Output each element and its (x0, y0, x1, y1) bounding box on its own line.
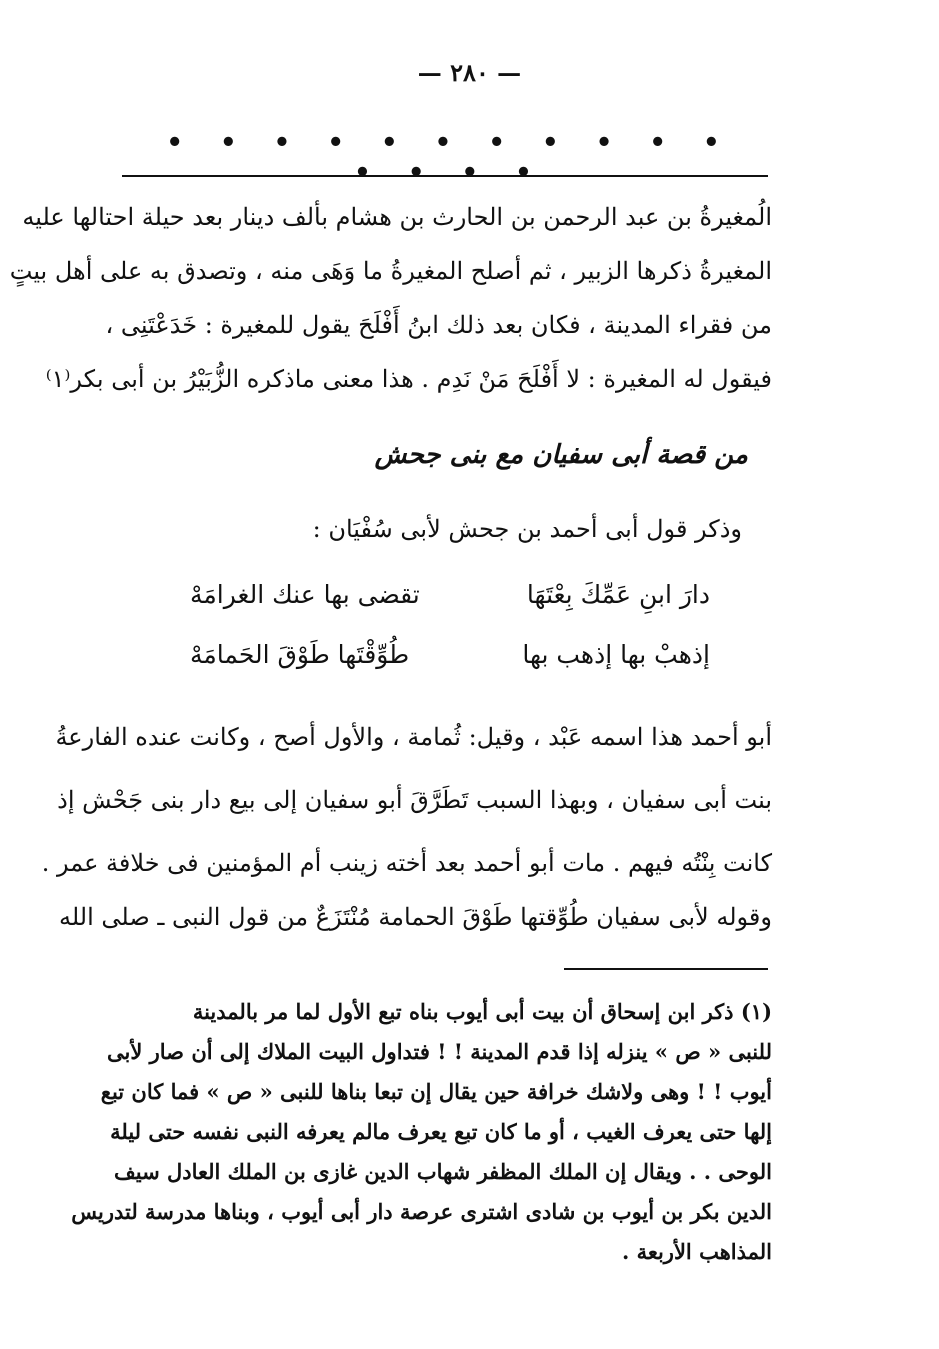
verse-first-hemistich: دارَ ابنِ عَمِّكَ بِعْتَهَا (526, 580, 710, 609)
verse-second-hemistich: طُوِّقْتَها طَوْقَ الحَمامَهْ (190, 640, 410, 669)
footnote-line: للنبى « ص » ينزله إذا قدم المدينة ! ! فتداول البيت الملاك إلى أن صار لأبى (107, 1039, 772, 1064)
section-heading: من قصة أبى سفيان مع بنى جحش (374, 440, 748, 470)
verse-first-hemistich: إذهبْ بها إذهب بها (522, 640, 710, 669)
footnote-line: أيوب ! ! وهى ولاشك خرافة حين يقال إن تبعا بناها للنبى « ص » فما كان تبع (100, 1079, 772, 1104)
intro-line: وذكر قول أبى أحمد بن جحش لأبى سُفْيَان : (312, 515, 742, 543)
footnote-line: (١) ذكر ابن إسحاق أن بيت أبى أيوب بناه تبع الأول لما مر بالمدينة (192, 999, 772, 1024)
footnote-line: المذاهب الأربعة . (621, 1239, 772, 1264)
text-line: أبو أحمد هذا اسمه عَبْد ، وقيل: ثُمامة ، والأول أصح ، وكانت عنده الفارعةُ (55, 723, 772, 751)
text-line: فيقول له المغيرة : لا أَفْلَحَ مَنْ نَدِم . هذا معنى ماذكره الزُّبَيْرُ بن أبى بكر⁽١⁾ (45, 365, 772, 393)
footnote-rule (564, 968, 768, 970)
page-number: — ٢٨٠ — (417, 58, 522, 87)
footnote-line: إلها حتى يعرف الغيب ، أو ما كان تبع يعرف مالم يعرفه النبى نفسه حتى ليلة (110, 1119, 772, 1144)
text-line: وقوله لأبى سفيان طُوِّقتها طَوْقَ الحمامة مُنْتَزَعٌ من قول النبى ـ صلى الله (58, 903, 772, 931)
paragraph-1 (9, 190, 772, 406)
text-line: الُمغيرةُ بن عبد الرحمن بن الحارث بن هشام بألف دينار بعد حيلة احتالها عليه (22, 203, 772, 231)
text-line: بنت أبى سفيان ، وبهذا السبب تَطَرَّقَ أبو سفيان إلى بيع دار بنى جَحْش إذ (57, 786, 772, 814)
verse-line (190, 640, 710, 669)
text-line: المغيرةُ ذكرها الزبير ، ثم أصلح المغيرةُ ما وَهَى منه ، وتصدق به على أهل بيتٍ (9, 257, 772, 285)
footnote-line: الدين بكر بن أيوب بن شادى اشترى عرصة دار أبى أيوب ، وبناها مدرسة لتدريس (71, 1199, 772, 1224)
verse-second-hemistich: تقضى بها عنك الغرامَهْ (190, 580, 420, 609)
top-rule (122, 175, 768, 177)
footnote (71, 992, 772, 1272)
text-line: من فقراء المدينة ، فكان بعد ذلك ابنُ أَفْلَحَ يقول للمغيرة : خَدَعْتَنِى ، (105, 311, 772, 339)
verse-line (190, 580, 710, 609)
footnote-line: الوحى . . ويقال إن الملك المظفر شهاب الدين غازى بن الملك العادل سيف (114, 1159, 772, 1184)
paragraph-2 (41, 706, 772, 895)
separator-dots: • • • • • • • • • • • • • • • (166, 128, 734, 188)
paragraph-3 (58, 890, 772, 944)
text-line: كانت بِنْتُه فيهم . مات أبو أحمد بعد أخته زينب أم المؤمنين فى خلافة عمر . (41, 849, 772, 877)
